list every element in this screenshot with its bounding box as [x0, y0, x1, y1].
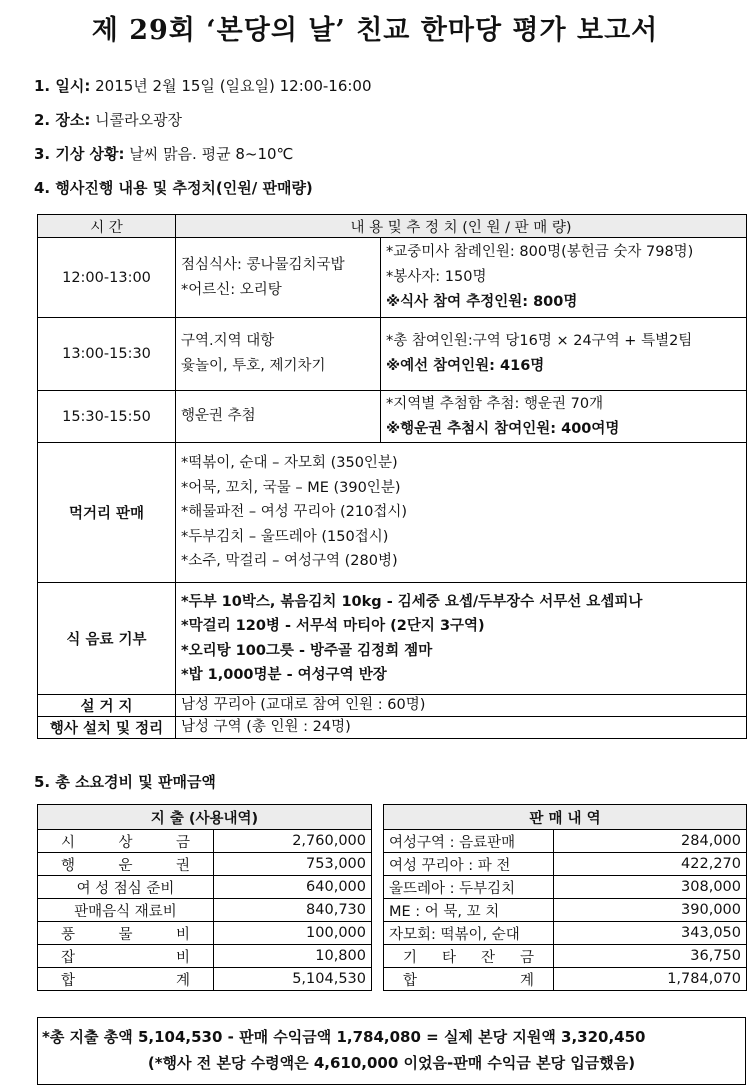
table-row: [38, 391, 747, 443]
expense-amount: 840,730: [214, 899, 372, 922]
sale-item: 울뜨레아 : 두부김치: [384, 876, 554, 899]
table-row: [38, 899, 747, 922]
sale-amount: 390,000: [554, 899, 747, 922]
table-row: [38, 853, 747, 876]
table-row: [38, 583, 747, 695]
row-left: 점심식사: 콩나물김치국밥 *어르신: 오리탕: [176, 238, 381, 318]
expense-table: [37, 804, 747, 991]
expense-total: 5,104,530: [214, 968, 372, 991]
table-gap: [372, 876, 384, 899]
row-time: 설 거 지: [38, 695, 176, 717]
info-weather: 3. 기상 상황: 날씨 맑음. 평균 8~10℃: [34, 145, 294, 163]
schedule-header: [38, 215, 747, 238]
sale-item: 기 타 잔 금: [384, 945, 554, 968]
info-schedule-heading: 4. 행사진행 내용 및 추정치(인원/ 판매량): [34, 179, 313, 197]
table-gap: [372, 899, 384, 922]
table-gap: [372, 830, 384, 853]
row-time: 행사 설치 및 정리: [38, 717, 176, 739]
expense-item: 시 상 금: [38, 830, 214, 853]
table-row: [38, 717, 747, 739]
expense-amount: 10,800: [214, 945, 372, 968]
table-row: [38, 945, 747, 968]
row-right: *교중미사 참례인원: 800명(봉헌금 숫자 798명) *봉사자: 150명 ※식사 참여 추정인원: 800명: [381, 238, 747, 318]
header-content: 내 용 및 추 정 치 (인 원 / 판 매 량): [176, 215, 747, 238]
row-lines: 남성 구역 (총 인원 : 24명): [176, 717, 747, 739]
sale-amount: 422,270: [554, 853, 747, 876]
row-time: 13:00-15:30: [38, 318, 176, 391]
page-title: 제 29회 ‘본당의 날’ 친교 한마당 평가 보고서: [91, 15, 659, 46]
summary-line-2: (*행사 전 본당 수령액은 4,610,000 이었음-판매 수익금 본당 입금했음): [147, 1054, 636, 1072]
header-time: 시 간: [38, 215, 176, 238]
sale-amount: 343,050: [554, 922, 747, 945]
sale-item: ME : 어 묵, 꼬 치: [384, 899, 554, 922]
row-left: 구역.지역 대항 윷놀이, 투호, 제기차기: [176, 318, 381, 391]
sale-item: 합 계: [384, 968, 554, 991]
schedule-table: [37, 214, 747, 739]
table-gap: [372, 805, 384, 830]
table-row: [38, 238, 747, 318]
sale-total: 1,784,070: [554, 968, 747, 991]
sale-amount: 308,000: [554, 876, 747, 899]
summary-box: [37, 1017, 746, 1085]
expense-item: 합 계: [38, 968, 214, 991]
row-right: *총 참여인원:구역 당16명 × 24구역 + 특별2팀 ※예선 참여인원: 416명: [381, 318, 747, 391]
row-lines: *떡볶이, 순대 – 자모회 (350인분) *어묵, 꼬치, 국물 – ME (390인분) *해물파전 – 여성 꾸리아 (210접시) *두부김치 – 울뜨레아 (150접시) *소주, 막걸리 – 여성구역 (280병): [176, 443, 747, 583]
row-lines: *두부 10박스, 볶음김치 10kg - 김세중 요셉/두부장수 서무선 요셉피나 *막걸리 120병 - 서무석 마티아 (2단지 3구역) *오리탕 100그릇 - 방주골 김정희 젬마 *밥 1,000명분 - 여성구역 반장: [176, 583, 747, 695]
expense-amount: 640,000: [214, 876, 372, 899]
row-right: *지역별 추첨함 추첨: 행운권 70개 ※행운권 추첨시 참여인원: 400여명: [381, 391, 747, 443]
expense-item: 판매음식 재료비: [38, 899, 214, 922]
table-row: [38, 318, 747, 391]
info-place: 2. 장소: 니콜라오광장: [34, 111, 183, 129]
table-row: [38, 695, 747, 717]
table-row-total: [38, 968, 747, 991]
expense-item: 풍 물 비: [38, 922, 214, 945]
table-gap: [372, 853, 384, 876]
table-row: [38, 876, 747, 899]
expense-item: 잡 비: [38, 945, 214, 968]
row-time: 식 음료 기부: [38, 583, 176, 695]
table-gap: [372, 945, 384, 968]
row-left: 행운권 추첨: [176, 391, 381, 443]
sale-item: 여성 꾸리아 : 파 전: [384, 853, 554, 876]
sale-amount: 284,000: [554, 830, 747, 853]
expense-amount: 2,760,000: [214, 830, 372, 853]
header-expense: 지 출 (사용내역): [38, 805, 372, 830]
summary-line-1: *총 지출 총액 5,104,530 - 판매 수익금액 1,784,080 = 실제 본당 지원액 3,320,450: [42, 1028, 646, 1046]
table-gap: [372, 922, 384, 945]
info-date: 1. 일시: 2015년 2월 15일 (일요일) 12:00-16:00: [34, 77, 372, 95]
sale-item: 여성구역 : 음료판매: [384, 830, 554, 853]
expense-item: 여 성 점심 준비: [38, 876, 214, 899]
section5-heading: 5. 총 소요경비 및 판매금액: [34, 773, 216, 791]
row-lines: 남성 꾸리아 (교대로 참여 인원 : 60명): [176, 695, 747, 717]
sale-amount: 36,750: [554, 945, 747, 968]
expense-header: [38, 805, 747, 830]
sale-item: 자모회: 떡볶이, 순대: [384, 922, 554, 945]
table-row: [38, 830, 747, 853]
table-gap: [372, 968, 384, 991]
row-time: 15:30-15:50: [38, 391, 176, 443]
table-row: [38, 443, 747, 583]
expense-amount: 100,000: [214, 922, 372, 945]
expense-item: 행 운 권: [38, 853, 214, 876]
row-time: 12:00-13:00: [38, 238, 176, 318]
expense-amount: 753,000: [214, 853, 372, 876]
table-row: [38, 922, 747, 945]
row-time: 먹거리 판매: [38, 443, 176, 583]
header-sales: 판 매 내 역: [384, 805, 747, 830]
